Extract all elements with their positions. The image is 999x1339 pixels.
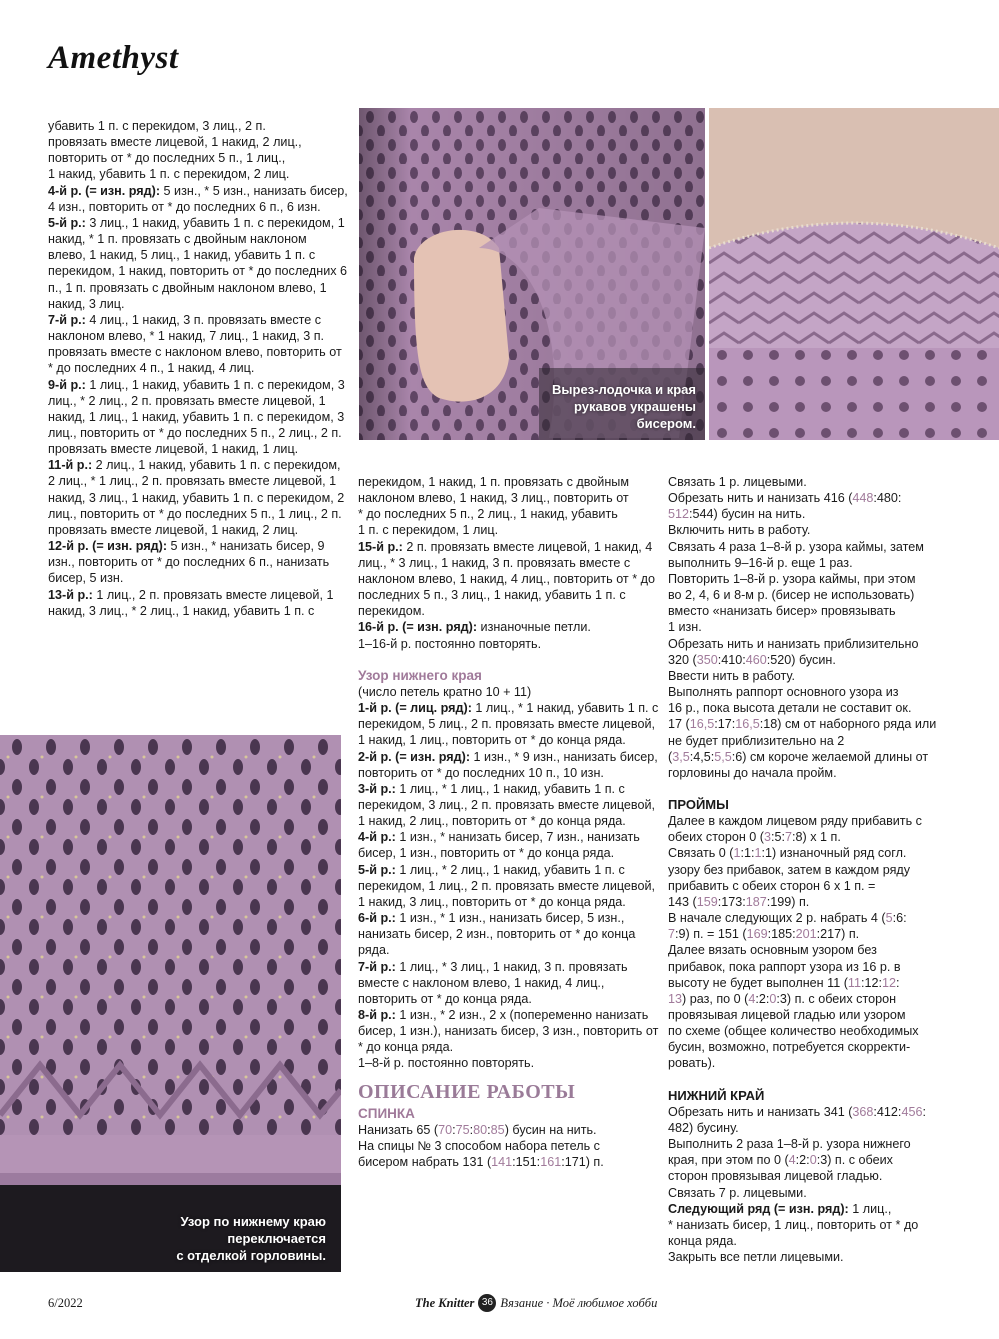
lower-pattern-note: (число петель кратно 10 + 11)	[358, 684, 532, 699]
row-text: 1 лиц., * 2 лиц., 1 накид, убавить 1 п. с перекидом, 1 лиц., 2 п. провязать вместе лицевой, 1 накид, 3 лиц., повторить от * до конца ряда.	[358, 862, 656, 909]
text-line: Выполнить 2 раза 1–8-й р. узора нижнего	[668, 1137, 911, 1152]
back-heading: СПИНКА	[358, 1105, 415, 1121]
repeat-line: 1–16-й р. постоянно повторять.	[358, 636, 542, 651]
pattern-row	[48, 587, 348, 619]
photo-hem-pattern	[0, 735, 341, 1272]
text-line: обеих сторон 0 (3:5:7:8) х 1 п.	[668, 830, 841, 845]
pattern-row	[358, 700, 660, 748]
caption-top: Вырез-лодочка и края рукавов украшены бисером.	[552, 382, 696, 431]
text-line: 7:9) п. = 151 (169:185:201:217) п.	[668, 927, 860, 942]
hem-heading: НИЖНИЙ КРАЙ	[668, 1087, 765, 1103]
row-label: 5-й р.:	[48, 215, 90, 230]
row-text: 5 изн., * 5 изн., нанизать бисер, 4 изн., повторить от * до последних 6 п., 6 изн.	[48, 183, 348, 214]
magazine-tagline: Вязание · Моё любимое хобби	[500, 1295, 658, 1310]
text-line: горловины до начала пройм.	[668, 765, 837, 780]
row-text: 2 п. провязать вместе лицевой, 1 накид, 4 лиц., * 3 лиц., 1 накид, 3 п. провязать вместе с наклоном влево, 1 накид, 4 лиц., повторить от * до последних 5 п., 3 лиц., 1 накид, убавить 1 п. с перекидом.	[358, 539, 655, 619]
text-line: выполнить 9–16-й р. еще 1 раз.	[668, 555, 853, 570]
pattern-row	[358, 619, 660, 635]
row-text: 4 лиц., 1 накид, 3 п. провязать вместе с наклоном влево, * 1 накид, 7 лиц., 1 накид, 3 п. провязать вместе с наклоном влево, повторить от * до последних 4 п., 1 накид, 4 лиц.	[48, 312, 342, 376]
text-line: Далее вязать основным узором без	[668, 943, 877, 958]
row-label: 13-й р.:	[48, 587, 97, 602]
text-line: прибавок, пока раппорт узора из 16 р. в	[668, 959, 901, 974]
row-label: 4-й р.:	[358, 830, 400, 845]
row-text: 1 лиц., 2 п. провязать вместе лицевой, 1 накид, 3 лиц., * 2 лиц., 1 накид, убавить 1 п. с	[48, 587, 334, 618]
caption-bottom: Узор по нижнему краю переключается с отделкой горловины.	[176, 1214, 326, 1263]
text-line: Повторить 1–8-й р. узора каймы, при этом	[668, 571, 916, 586]
text-line: провязать вместе лицевой, 1 накид, 2 лиц.,	[48, 135, 302, 150]
text-line: Нанизать 65 (70:75:80:85) бусин на нить.	[358, 1122, 597, 1137]
text-line: 13) раз, по 0 (4:2:0:3) п. с обеих сторон	[668, 991, 897, 1006]
text-line: 482) бусину.	[668, 1120, 739, 1135]
issue-number: 6/2022	[48, 1296, 83, 1310]
text-line: убавить 1 п. с перекидом, 3 лиц., 2 п.	[48, 119, 266, 133]
row-text: 3 лиц., 1 накид, убавить 1 п. с перекидом, 1 накид, * 1 п. провязать с двойным наклоном влево, 1 накид, 5 лиц., 1 накид, убавить 1 п. с перекидом, 1 накид, повторить от * до последних 6 п., 1 п. провязать с двойным наклоном влево, 1 накид, 3 лиц.	[48, 215, 348, 311]
text-line: 16 р., пока высота детали не составит ок.	[668, 701, 912, 716]
text-line: 1 изн.	[668, 620, 702, 635]
pattern-row	[358, 862, 660, 910]
text-line: вместо «нанизать бисер» провязывать	[668, 604, 896, 619]
text-line: перекидом, 1 накид, 1 п. провязать с двойным	[358, 475, 629, 489]
text-line: Закрыть все петли лицевыми.	[668, 1250, 844, 1265]
pattern-row	[48, 215, 348, 312]
row-label: 15-й р.:	[358, 539, 407, 554]
row-text: 1 изн., * 2 изн., 2 х (попеременно нанизать бисер, 1 изн.), нанизать бисер, 3 изн., повторить от * до конца ряда.	[358, 1008, 659, 1055]
repeat-line: 1–8-й р. постоянно повторять.	[358, 1056, 535, 1071]
row-label: 7-й р.:	[48, 312, 90, 327]
row-text: 1 лиц., * 1 накид, убавить 1 п. с перекидом, 5 лиц., 2 п. провязать вместе лицевой, 1 накид, 1 лиц., повторить от * до конца ряда.	[358, 701, 659, 748]
text-line: На спицы № 3 способом набора петель с	[358, 1139, 600, 1154]
row-text: 5 изн., * нанизать бисер, 9 изн., повторить от * до последних 6 п., нанизать бисер, 5 изн.	[48, 539, 330, 586]
text-line: 17 (16,5:17:16,5:18) см от наборного ряда или	[668, 717, 937, 732]
row-label: 2-й р. (= изн. ряд):	[358, 749, 474, 764]
pattern-row	[358, 749, 660, 781]
text-line: по схеме (общее количество необходимых	[668, 1024, 919, 1039]
magazine-name: The Knitter	[415, 1295, 475, 1310]
row-label: 8-й р.:	[358, 1008, 400, 1022]
work-heading: ОПИСАНИЕ РАБОТЫ	[358, 1080, 576, 1103]
text-line: узору без прибавок, затем в каждом ряду	[668, 862, 911, 877]
row-text: 1 лиц., * 3 лиц., 1 накид, 3 п. провязать вместе с наклоном влево, 1 накид, 4 лиц., повторить от * до конца ряда.	[358, 959, 628, 1006]
magazine-footer	[415, 1294, 657, 1312]
row-label: 11-й р.:	[48, 458, 96, 473]
row-label: 5-й р.:	[358, 862, 400, 877]
text-line: прибавить с обеих сторон 6 х 1 п. =	[668, 878, 876, 893]
spacer	[668, 781, 970, 797]
row-label: 3-й р.:	[358, 781, 400, 796]
text-line: Обрезать нить и нанизать 341 (368:412:456:	[668, 1104, 926, 1119]
row-text: 1 лиц., 1 накид, убавить 1 п. с перекидом, 3 лиц., * 2 лиц., 2 п. провязать вместе лицевой, 1 накид, 1 лиц., 1 накид, убавить 1 п. с перекидом, 3 лиц., повторить от * до последних 5 п., 2 лиц., 2 п. провязать вместе лицевой, 1 накид, 1 лиц.	[48, 377, 345, 457]
page-title: Amethyst	[48, 40, 179, 76]
text-line: 1 п. с перекидом, 1 лиц.	[358, 523, 499, 538]
text-line: Связать 4 раза 1–8-й р. узора каймы, затем	[668, 539, 924, 554]
photo-neckline	[709, 108, 999, 440]
row-text: 1 изн., * нанизать бисер, 7 изн., нанизать бисер, 1 изн., повторить от * до конца ряда.	[358, 830, 640, 861]
text-line: Обрезать нить и нанизать приблизительно	[668, 636, 919, 651]
text-line: не будет приблизительно на 2	[668, 733, 845, 748]
text-line: бисером набрать 131 (141:151:161:171) п.	[358, 1155, 604, 1170]
text-line: ровать).	[668, 1056, 716, 1071]
spacer	[358, 652, 660, 668]
text-line: повторить от * до последних 5 п., 1 лиц.,	[48, 151, 286, 166]
text-line: 512:544) бусин на нить.	[668, 507, 806, 522]
text-line: края, при этом по 0 (4:2:0:3) п. с обеих	[668, 1153, 893, 1168]
row-label: 12-й р. (= изн. ряд):	[48, 539, 171, 554]
text-line: во 2, 4, 6 и 8-м р. (бисер не использовать)	[668, 588, 915, 603]
text-line: наклоном влево, 1 накид, 3 лиц., повторить от	[358, 491, 629, 506]
text-line: провязывая лицевой гладью или узором	[668, 1008, 906, 1022]
row-text: 2 лиц., 1 накид, убавить 1 п. с перекидом, 2 лиц., * 1 лиц., 2 п. провязать вместе лицевой, 1 накид, 3 лиц., 1 накид, убавить 1 п. с перекидом, 2 лиц., повторить от * до последних 5 п., 1 лиц., 2 п. провязать вместе лицевой, 1 накид, 2 лиц.	[48, 458, 345, 537]
pattern-row	[48, 377, 348, 458]
text-line: Обрезать нить и нанизать 416 (448:480:	[668, 491, 902, 506]
column-3	[668, 474, 970, 1265]
text-line: Связать 7 р. лицевыми.	[668, 1185, 807, 1200]
text-line: Включить нить в работу.	[668, 523, 811, 538]
text-line: * нанизать бисер, 1 лиц., повторить от * до	[668, 1217, 919, 1232]
pattern-row	[668, 1201, 970, 1217]
pattern-row	[48, 538, 348, 586]
text-line: 320 (350:410:460:520) бусин.	[668, 652, 836, 667]
row-text: 1 изн., * 1 изн., нанизать бисер, 5 изн., нанизать бисер, 2 изн., повторить от * до конца ряда.	[358, 911, 636, 958]
row-label: 7-й р.:	[358, 959, 400, 974]
row-text: 1 изн., * 9 изн., нанизать бисер, повторить от * до последних 10 п., 10 изн.	[358, 749, 658, 780]
text-line: высоту не будет выполнен 11 (11:12:12:	[668, 975, 900, 990]
column-2	[358, 474, 660, 1170]
pattern-row	[358, 1007, 660, 1055]
text-line: сторон провязывая лицевой гладью.	[668, 1169, 883, 1184]
row-text: 1 лиц.,	[852, 1201, 892, 1216]
row-label: 9-й р.:	[48, 377, 90, 392]
text-line: Связать 1 р. лицевыми.	[668, 475, 807, 489]
text-line: Ввести нить в работу.	[668, 668, 795, 683]
text-line: бусин, возможно, потребуется скорректи-	[668, 1040, 911, 1055]
row-label: Следующий ряд (= изн. ряд):	[668, 1201, 853, 1216]
column-1	[48, 118, 348, 619]
pattern-row	[48, 457, 348, 538]
text-line: (3,5:4,5:5,5:6) см короче желаемой длины от	[668, 749, 929, 764]
pattern-row	[48, 312, 348, 377]
pattern-row	[358, 959, 660, 1007]
row-label: 1-й р. (= лиц. ряд):	[358, 701, 476, 716]
text-line: В начале следующих 2 р. набрать 4 (5:6:	[668, 911, 907, 926]
text-line: Выполнять раппорт основного узора из	[668, 685, 899, 700]
text-line: 1 накид, убавить 1 п. с перекидом, 2 лиц.	[48, 167, 290, 182]
pattern-row	[48, 183, 348, 215]
pattern-row	[358, 539, 660, 620]
row-label: 6-й р.:	[358, 911, 400, 926]
text-line: 143 (159:173:187:199) п.	[668, 894, 810, 909]
pattern-row	[358, 910, 660, 958]
text-line: * до последних 5 п., 2 лиц., 1 накид, убавить	[358, 507, 618, 522]
row-text: 1 лиц., * 1 лиц., 1 накид, убавить 1 п. с перекидом, 3 лиц., 2 п. провязать вместе лицевой, 1 накид, 2 лиц., повторить от * до конца ряда.	[358, 781, 656, 829]
pattern-row	[358, 781, 660, 829]
text-line: конца ряда.	[668, 1234, 737, 1249]
row-label: 16-й р. (= изн. ряд):	[358, 620, 481, 635]
text-line: Далее в каждом лицевом ряду прибавить с	[668, 814, 922, 829]
row-text: изнаночные петли.	[480, 620, 591, 635]
text-line: Связать 0 (1:1:1:1) изнаночный ряд согл.	[668, 846, 907, 861]
lower-pattern-heading: Узор нижнего края	[358, 667, 482, 683]
spacer	[668, 1072, 970, 1088]
row-label: 4-й р. (= изн. ряд):	[48, 183, 164, 198]
page-number: 36	[478, 1294, 496, 1312]
pattern-row	[358, 829, 660, 861]
armhole-heading: ПРОЙМЫ	[668, 796, 729, 812]
